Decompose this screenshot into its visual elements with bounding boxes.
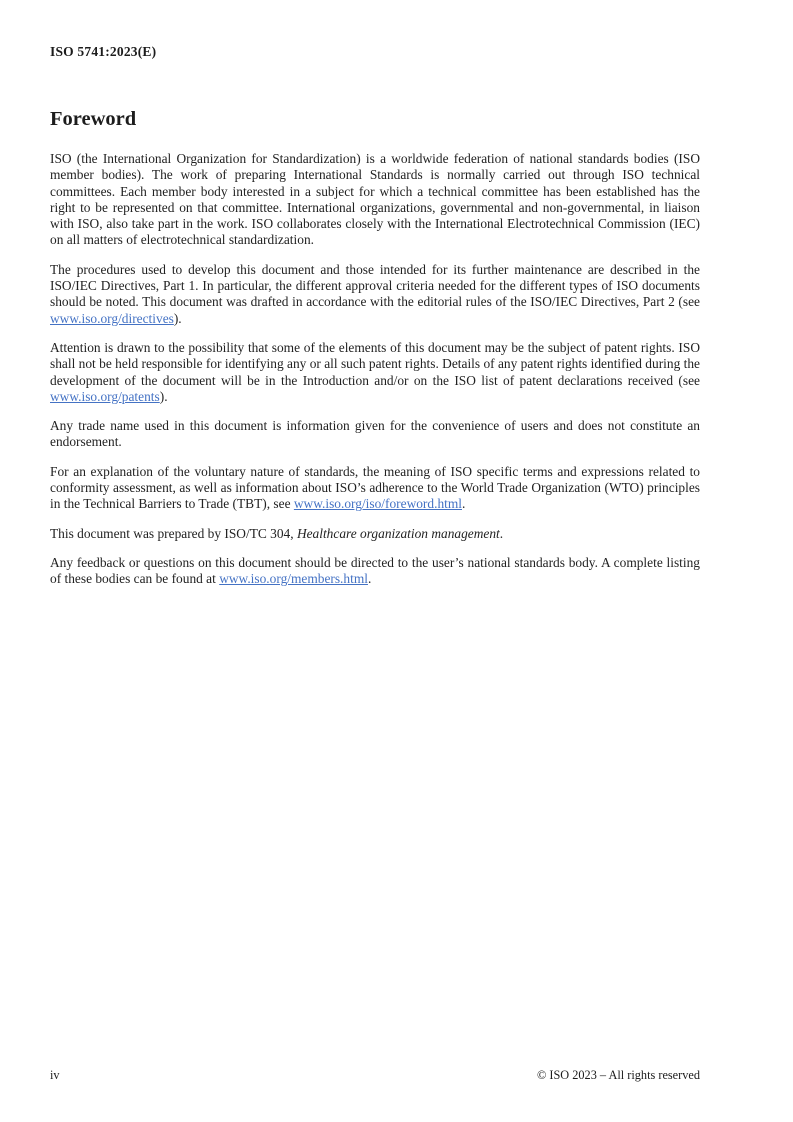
text-run: Any trade name used in this document is information given for the convenience of users and does not constitute an endorsement. [50, 418, 700, 450]
paragraph [50, 151, 700, 249]
document-reference-header: ISO 5741:2023(E) [50, 44, 157, 59]
copyright-notice: © ISO 2023 – All rights reserved [536, 1068, 700, 1082]
text-run: . [462, 496, 466, 512]
page-number: iv [50, 1068, 60, 1082]
italic-text: Healthcare organization management [296, 525, 500, 541]
text-run: . [499, 525, 504, 541]
hyperlink[interactable]: www.iso.org/iso/foreword.html [293, 496, 462, 512]
page-title: Foreword [50, 108, 137, 130]
text-run: The procedures used to develop this document and those intended for its further maintenance are described in the ISO/IEC Directives, Part 1. In particular, the different approval criteria needed for the different types of ISO documents should be noted. This document was drafted in accordance with the editorial rules of the ISO/IEC Directives, Part 2 (see [50, 261, 700, 310]
paragraph [50, 464, 700, 513]
paragraph [50, 340, 700, 405]
text-run: . [367, 571, 372, 587]
page-footer [50, 1068, 700, 1083]
text-run: Any feedback or questions on this document should be directed to the user’s national standards body. A complete listing of these bodies can be found at [50, 554, 700, 587]
page-content [50, 44, 700, 601]
text-run: Attention is drawn to the possibility that some of the elements of this document may be the subject of patent rights. ISO shall not be held responsible for identifying any or all such patent rights. Details of any patent rights identified during the development of the document will be in the Introduction and/or on the ISO list of patent declarations received (see [50, 339, 700, 388]
paragraph [50, 262, 700, 327]
foreword-paragraphs [50, 151, 700, 588]
hyperlink[interactable]: www.iso.org/patents [50, 388, 160, 404]
text-run: ). [173, 310, 182, 326]
text-run: This document was prepared by ISO/TC 304, [50, 525, 297, 541]
hyperlink[interactable]: www.iso.org/directives [50, 310, 174, 326]
paragraph [50, 526, 700, 542]
text-run: For an explanation of the voluntary nature of standards, the meaning of ISO specific terms and expressions related to conformity assessment, as well as information about ISO’s adherence to the World Trade Organization (WTO) principles in the Technical Barriers to Trade (TBT), see [50, 463, 700, 512]
text-run: ). [159, 388, 168, 404]
hyperlink[interactable]: www.iso.org/members.html [219, 571, 368, 587]
paragraph [50, 418, 700, 451]
text-run: ISO (the International Organization for Standardization) is a worldwide federation of national standards bodies (ISO member bodies). The work of preparing International Standards is normally carried out through ISO technical committees. Each member body interested in a subject for which a technical committee has been established has the right to be represented on that committee. International organizations, governmental and non-governmental, in liaison with ISO, also take part in the work. ISO collaborates closely with the International Electrotechnical Commission (IEC) on all matters of electrotechnical standardization. [50, 151, 700, 248]
paragraph [50, 555, 700, 588]
